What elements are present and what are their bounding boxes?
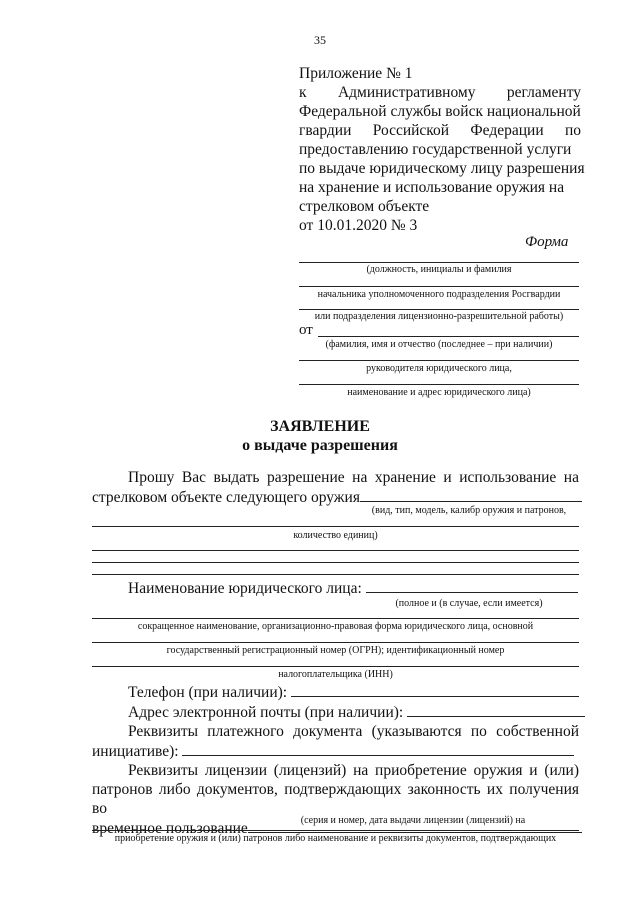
document-title: ЗАЯВЛЕНИЕ — [270, 418, 370, 435]
caption-fullname: (фамилия, имя и отчество (последнее – при наличии) — [325, 339, 553, 350]
license-line-2-field[interactable] — [92, 830, 579, 831]
license-label: временное пользование — [92, 820, 248, 837]
legal-name-field[interactable] — [366, 578, 578, 593]
appendix-line-8: стрелковом объекте — [299, 198, 430, 215]
weapon-line-3[interactable] — [92, 550, 579, 551]
appendix-block — [299, 64, 585, 235]
appendix-date: от 10.01.2020 № 3 — [299, 217, 418, 234]
addressee-line-3[interactable] — [299, 309, 579, 310]
caption-ogrn: государственный регистрационный номер (ОГРН); идентификационный номер — [166, 645, 505, 656]
weapon-field[interactable] — [360, 487, 582, 502]
legal-name-row — [92, 578, 579, 598]
appendix-line-4: гвардии Российской Федерации по — [299, 122, 581, 139]
caption-series: (серия и номер, дата выдачи лицензии (лицензий) на — [300, 815, 526, 826]
weapon-line-2[interactable] — [92, 526, 579, 527]
appendix-line-7: на хранение и использование оружия на — [299, 179, 565, 196]
license-line-1: Реквизиты лицензии (лицензий) на приобретение оружия и (или) — [128, 762, 579, 779]
legal-name-line-2[interactable] — [92, 618, 579, 619]
request-line-1: Прошу Вас выдать разрешение на хранение и использование на — [128, 469, 579, 486]
weapon-line-4[interactable] — [92, 562, 579, 563]
from-line[interactable] — [318, 336, 579, 337]
page-number: 35 — [314, 33, 326, 47]
weapon-line-5[interactable] — [92, 574, 579, 575]
from-line-3[interactable] — [299, 384, 579, 385]
addressee-line-1[interactable] — [299, 262, 579, 263]
caption-head: начальника уполномоченного подразделения Росгвардии — [317, 289, 561, 300]
payment-label: инициативе): — [92, 743, 179, 760]
caption-quantity: количество единиц) — [293, 530, 378, 541]
form-label: Форма — [525, 234, 569, 250]
legal-name-line-3[interactable] — [92, 642, 579, 643]
from-line-2[interactable] — [299, 360, 579, 361]
appendix-line-2: к Административному регламенту — [299, 84, 582, 101]
caption-department: или подразделения лицензионно-разрешительной работы) — [314, 311, 564, 322]
email-label: Адрес электронной почты (при наличии): — [128, 704, 404, 721]
request-paragraph — [92, 468, 579, 507]
appendix-line-5: предоставлению государственной услуги — [299, 141, 572, 158]
request-line-2: стрелковом объекте следующего оружия — [92, 487, 579, 507]
appendix-title: Приложение № 1 — [299, 65, 413, 82]
caption-name-address: наименование и адрес юридического лица) — [347, 387, 531, 398]
payment-line-1: Реквизиты платежного документа (указываются по собственной — [128, 723, 579, 740]
addressee-line-2[interactable] — [299, 286, 579, 287]
from-label: от — [299, 322, 313, 338]
legal-name-line-4[interactable] — [92, 666, 579, 667]
caption-weapon: (вид, тип, модель, калибр оружия и патронов, — [371, 505, 567, 516]
appendix-line-6: по выдаче юридическому лицу разрешения — [299, 160, 585, 177]
document-subtitle: о выдаче разрешения — [242, 437, 398, 454]
caption-short-name: сокращенное наименование, организационно-правовая форма юридического лица, основной — [137, 621, 534, 632]
email-field[interactable] — [407, 702, 585, 717]
appendix-line-3: Федеральной службы войск национальной — [299, 103, 581, 120]
license-line-2: патронов либо документов, подтверждающих законность их получения во — [92, 781, 579, 817]
caption-position: (должность, инициалы и фамилия — [366, 264, 512, 275]
caption-full-name: (полное и (в случае, если имеется) — [395, 598, 543, 609]
caption-director: руководителя юридического лица, — [366, 363, 512, 374]
phone-label: Телефон (при наличии): — [128, 684, 288, 701]
payment-field[interactable] — [182, 741, 574, 756]
caption-inn: налогоплательщика (ИНН) — [278, 669, 393, 680]
legal-name-label: Наименование юридического лица: — [128, 580, 362, 597]
caption-last: приобретение оружия и (или) патронов либо наименование и реквизиты документов, подтверждающих — [114, 833, 557, 844]
phone-field[interactable] — [291, 682, 579, 697]
